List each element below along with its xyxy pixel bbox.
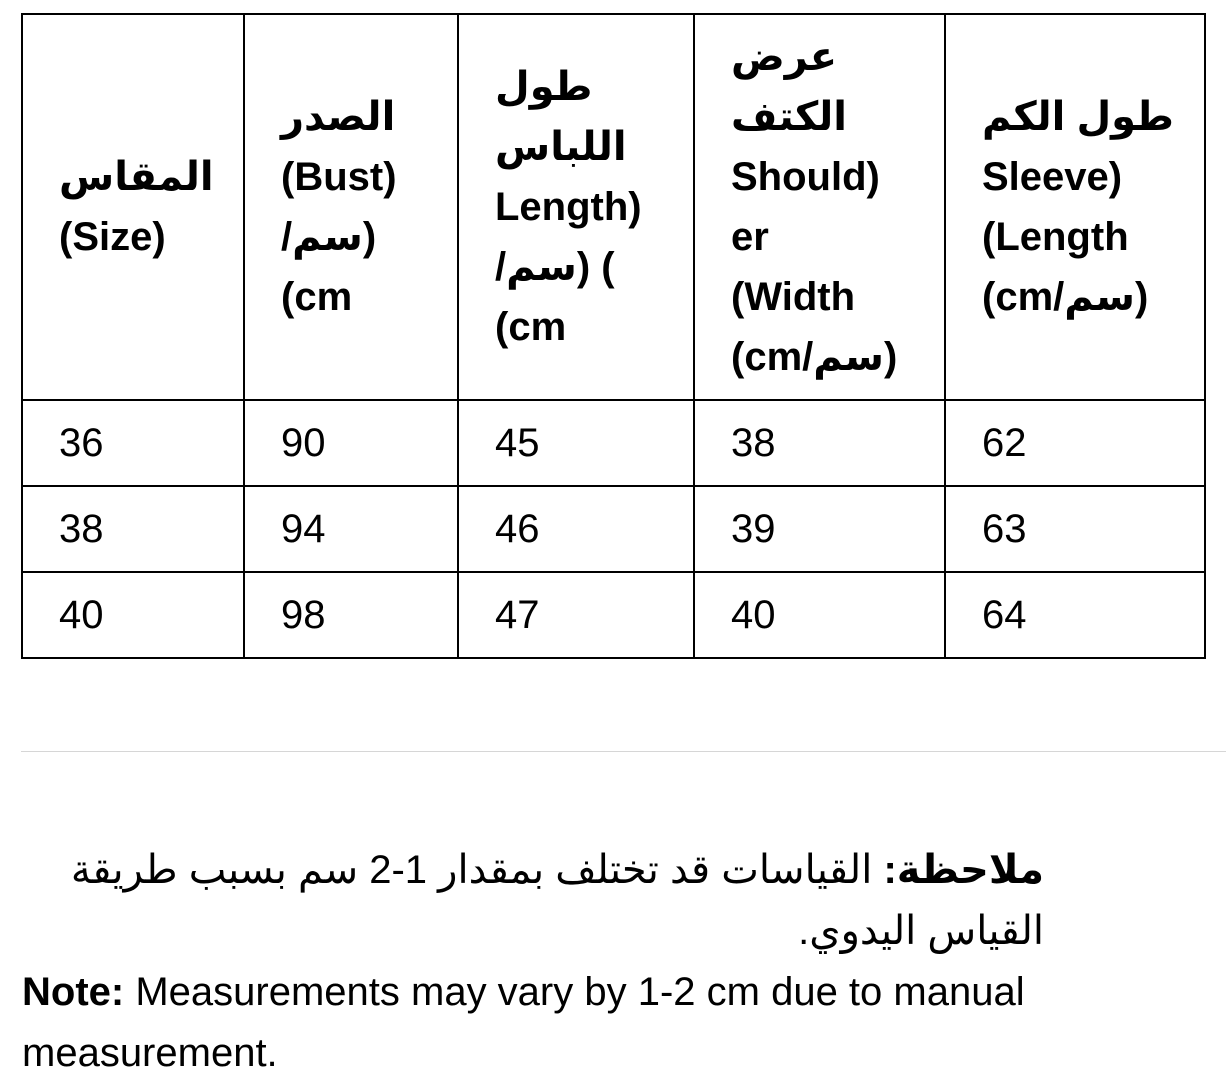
table-cell: 36	[22, 400, 244, 486]
arabic-note-text: القياسات قد تختلف بمقدار 1-2 سم بسبب طريقة القياس اليدوي.	[70, 848, 1044, 953]
table-cell: 94	[244, 486, 458, 572]
table-cell: 64	[945, 572, 1205, 658]
table-cell: 47	[458, 572, 694, 658]
header-bust	[244, 14, 458, 400]
header-bust-label: الصدر (Bust) /سم) (cm	[281, 95, 397, 319]
english-note	[22, 962, 1182, 1084]
arabic-note	[22, 840, 1044, 962]
table-row	[22, 400, 1205, 486]
table-cell: 40	[694, 572, 945, 658]
english-note-label: Note:	[22, 970, 125, 1014]
header-size-label: المقاس (Size)	[59, 155, 214, 259]
table-row	[22, 486, 1205, 572]
table-row	[22, 572, 1205, 658]
table-cell: 39	[694, 486, 945, 572]
table-cell: 63	[945, 486, 1205, 572]
table-cell: 90	[244, 400, 458, 486]
header-sleeve-length-label: طول الكم Sleeve) (Length (cm/سم)	[982, 95, 1174, 319]
header-shoulder-width	[694, 14, 945, 400]
header-sleeve-length	[945, 14, 1205, 400]
table-cell: 45	[458, 400, 694, 486]
header-length-label: طول اللباس Length) /سم) ( (cm	[495, 65, 642, 349]
arabic-note-label: ملاحظة:	[883, 848, 1044, 892]
table-cell: 40	[22, 572, 244, 658]
header-shoulder-width-label: عرض الكتف Should) er (Width (cm/سم)	[731, 35, 898, 379]
measurement-note	[22, 840, 1182, 1084]
header-length	[458, 14, 694, 400]
table-cell: 98	[244, 572, 458, 658]
english-note-text: Measurements may vary by 1-2 cm due to manual measurement.	[22, 970, 1025, 1075]
section-divider	[21, 751, 1226, 752]
table-cell: 38	[22, 486, 244, 572]
table-header-row	[22, 14, 1205, 400]
table-cell: 46	[458, 486, 694, 572]
size-chart-table	[21, 13, 1206, 659]
header-size	[22, 14, 244, 400]
table-cell: 62	[945, 400, 1205, 486]
table-cell: 38	[694, 400, 945, 486]
